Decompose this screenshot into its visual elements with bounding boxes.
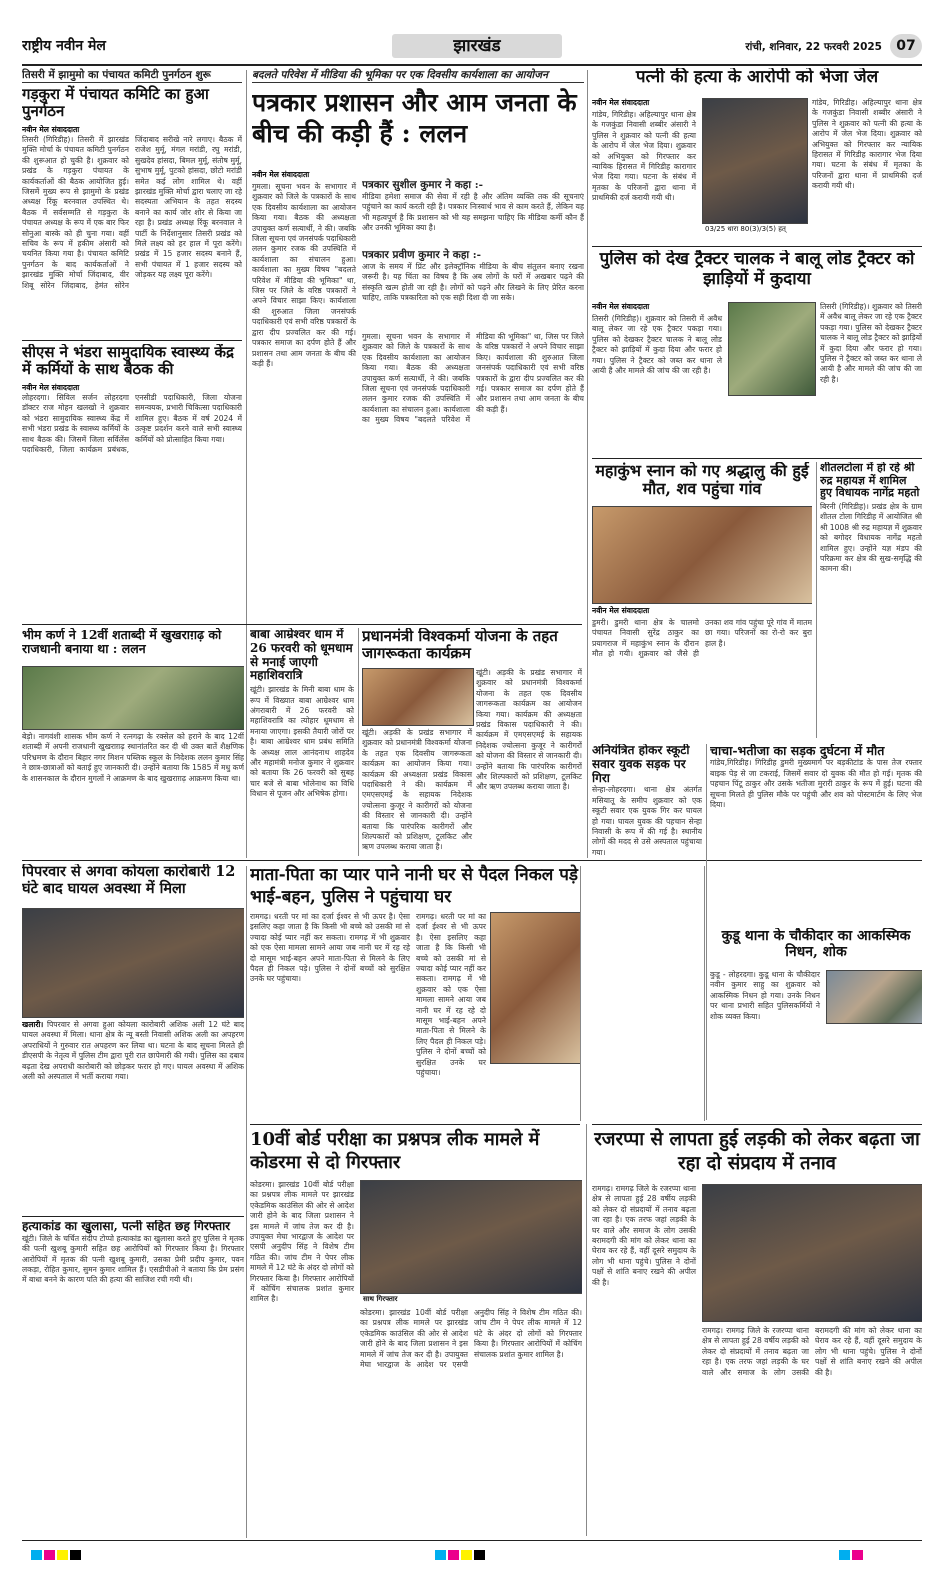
article-byline: नवीन मेल संवाददाता — [22, 124, 80, 134]
article-body: तिसरी (गिरिडीह)। तिसरी में झारखंड मुक्ति मोर्चा के पंचायत कमिटी पुनर्गठन की शुरूआत हो चुकी है। शुक्रवार को प्रखंड के गड़कुरा पंचायत के कार्यकर्ताओं की बैठक आयोजित हुई। जिसमें मुख्य रूप से झामुमो के प्रखंड अध्यक्ष रिंकू बरनवाल उपस्थित थे। बैठक में सर्वसम्मति से गड़कुरा के पंचायत अध्यक्ष के रूप में एक बार फिर सोनुआ बास्के को ही चुना गया। वहीं सचिव के रूप में हकीम अंसारी को चयनित किया गया है। पंचायत कमिटि पुनर्गठन के बाद कार्यकर्ताओं ने झारखंड मुक्ति मोर्चा जिंदाबाद, वीर शिबू सोरेन जिंदाबाद, हेमंत सोरेन जिंदाबाद सरीखे नारे लगाए। बैठक में राजेश मुर्मू, मंगल मरांडी, रघु मरांडी, सुखदेव हांसदा, बिमल मुर्मू, संतोष मुर्मू, सुभाष मुर्मू, पुटको हांसदा, छोटो मरांडी समेत कई लोग शामिल थे। वहीं झारखंड मुक्ति मोर्चा द्वारा चलाए जा रहे सदस्यता अभियान के तहत सदस्य बनाने का कार्य जोर शोर से किया जा रहा है। प्रखंड अध्यक्ष रिंकू बरनवाल ने पार्टी के निर्देशानुसार तिसरी प्रखंड को मिले लक्ष्य को हर हाल में पूरा करेंगे। प्रखंड में 15 हजार सदस्य बनाने हैं, सभी पंचायत में 1 हजार सदस्य को जोड़कर यह लक्ष्य पूरा करेंगे। — [22, 134, 242, 290]
article-body: गुमला। सूचना भवन के सभागार में शुक्रवार को जिले के पत्रकारों के साथ एक दिवसीय कार्यशाला का आयोजन किया गया। बैठक की अध्यक्षता उपायुक्त कर्ण सत्यार्थी, ने की। जबकि जिला सूचना एवं जनसंपर्क पदाधिकारी ललन कुमार रजक की उपस्थिति में कार्यशाला का संचालन हुआ। कार्यशाला का मुख्य विषय "बदलते परिवेश में मीडिया की भूमिका" था, जिस पर जिले के वरिष्ठ पत्रकारों ने अपने विचार साझा किए। कार्यशाला की शुरुआत जिला जनसंपर्क पदाधिकारी एवं सभी वरिष्ठ पत्रकारों के द्वारा दीप प्रज्वलित कर की गई। पत्रकार समाज का दर्पण होते हैं और प्रशासन तथा आम जनता के बीच की कड़ी हैं। — [252, 182, 356, 368]
article-headline: पत्नी की हत्या के आरोपी को भेजा जेल — [635, 68, 879, 87]
article-kicker: बदलते परिवेश में मीडिया की भूमिका पर एक दिवसीय कार्यशाला का आयोजन — [252, 68, 584, 83]
article-headline: 10वीं बोर्ड परीक्षा का प्रश्नपत्र लीक मामले में कोडरमा से दो गिरफ्तार — [250, 1129, 540, 1173]
article-body: सेन्हा-लोहरदगा। थाना क्षेत्र अंतर्गत मसियातू के समीप शुक्रवार को एक स्कूटी सवार एक युवक गिर कर घायल हो गया। घायल युवक की पहचान सेन्हा निवासी के रूप में की गई है। स्थानीय लोगों की मदद से उसे अस्पताल पहुंचाया गया। — [592, 785, 702, 857]
article-body: बिरनी (गिरिडीह)। प्रखंड क्षेत्र के ग्राम शीतल टोला गिरिडीह में आयोजित श्री श्री 1008 श्री रुद्र महायज्ञ में शुक्रवार को बगोदर विधायक नागेंद्र महतो शामिल हुए। उन्होंने यज्ञ मंडप की परिक्रमा कर क्षेत्र की सुख-समृद्धि की कामना की। — [820, 501, 922, 574]
piparwar-article — [22, 864, 244, 1214]
arrest-photo — [360, 1180, 582, 1294]
quote-box-1 — [362, 178, 584, 248]
article-body-continued: खूंटी। अड़की के प्रखंड सभागार में शुक्रवार को प्रधानमंत्री विश्वकर्मा योजना के तहत एक दिवसीय जागरूकता कार्यक्रम का आयोजन किया गया। कार्यक्रम की अध्यक्षता प्रखंड विकास पदाधिकारी ने की। कार्यक्रम में एमएसएमई के सहायक निदेशक ज्योत्सना कुजूर ने कारीगरों को योजना की विस्तार से जानकारी दी। उन्होंने बताया कि पारंपरिक कारीगरों और शिल्पकारों को प्रशिक्षण, टूलकिट और ऋण उपलब्ध कराया जाता है। — [362, 728, 472, 852]
article-body: लोहरदगा। सिविल सर्जन लोहरदगा डॉक्टर राज मोहन खलखो ने शुक्रवार को भंडरा सामुदायिक स्वास्थ्य केंद्र में सभी भंडरा प्रखंड के स्वास्थ्य कर्मियों के साथ बैठक की। जिसमें जिला सर्विलेंस पदाधिकारी, जिला कार्यक्रम प्रबंधक, एनसीडी पदाधिकारी, जिला योजना समन्वयक, प्रभारी चिकित्सा पदाधिकारी शामिल हुए। बैठक में वर्ष 2024 में उत्कृष्ट प्रदर्शन करने वाले सभी स्वास्थ्य कर्मियों को प्रोत्साहित किया गया। — [22, 392, 242, 454]
article-body: खूंटी। झारखंड के मिनी बाबा धाम के रूप में विख्यात बाबा आम्रेश्वर धाम अंगराबारी में 26 फरवरी को महाशिवरात्रि का त्योहार धूमधाम से मनाया जाएगा। इसकी तैयारी जोरों पर है। बाबा आम्रेश्वर धाम प्रबंध समिति के अध्यक्ष लाल आनंदनाथ शाहदेव और महामंत्री मनोज कुमार ने शुक्रवार को बताया कि 26 फरवरी को सुबह चार बजे से बाबा भोलेनाथ का विधि विधान से पूजन और अभिषेक होगा। — [250, 685, 354, 799]
article-body: बेड़ो। नागवंशी शासक भीम कर्ण ने रत्नगढ़ा के रक्सेल को हराने के बाद 12वीं शताब्दी में अपनी राजधानी खुखराग़ढ़ स्थानांतरित कर दी थी उक्त बातें शैक्षणिक परिभ्रमण के दौरान बिहार नगर मिशन पब्लिक स्कूल के निदेशक ललन कुमार सिंह ने छात्र-छात्राओं को बताई हुए जानकारी दी। उन्होंने बताया कि 1585 में मधु कर्ण के शासनकाल के दौरान मुगलों ने आक्रमण के बाद खुखराग़ढ़ आक्रमण किया था। — [22, 732, 244, 783]
article-body: गांडेय,गिरिडीह। गिरिडीह डुमरी मुख्यमार्ग पर बड़कीटांड के पास तेज रफ्तार बाइक पेड़ से जा टकराई, जिसमें सवार दो युवक की मौत हो गई। मृतक की पहचान पिंटू ठाकुर और उसके भतीजा मुरारी ठाकुर के रूप में हुई। घटना की सूचना मिलते ही पुलिस मौके पर पहुंची और शव को पोस्टमार्टम के लिए भेज दिया। — [710, 758, 922, 809]
article-headline: भीम कर्ण ने 12वीं शताब्दी में खुखराग़ढ़ को राजधानी बनाया था : ललन — [22, 628, 222, 657]
article-body: तिसरी (गिरिडीह)। शुक्रवार को तिसरी में अवैध बालू लेकर जा रहे एक ट्रैक्टर पकड़ा गया। पुलिस को देखकर ट्रैक्टर चालक ने बालू लोड ट्रैक्टर को झाड़ियों में कुदा दिया और फरार हो गया। पुलिस ने ट्रैक्टर को जब्त कर थाना ले आयी है और मामले की जांच की जा रही है। — [592, 314, 722, 376]
quote-label: पत्रकार प्रवीण कुमार ने कहा :- — [362, 249, 482, 261]
quote-box-2 — [362, 248, 584, 328]
children-photo — [490, 912, 580, 1064]
article-headline: चाचा-भतीजा का सड़क दुर्घटना में मौत — [710, 744, 885, 758]
article-byline: नवीन मेल संवाददाता — [252, 170, 310, 179]
article-headline: रजरप्पा से लापता हुई लड़की को लेकर बढ़ता जा रहा दो संप्रदाय में तनाव — [594, 1129, 920, 1174]
section-banner: झारखंड — [392, 34, 562, 58]
bhim-article — [22, 628, 244, 856]
article-headline: पत्रकार प्रशासन और आम जनता के बीच की कड़ी हैं : ललन — [252, 88, 577, 148]
sheetal-article — [820, 462, 922, 738]
board-article — [250, 1128, 582, 1536]
quote-label: पत्रकार सुशील कुमार ने कहा :- — [362, 179, 483, 191]
masthead — [22, 34, 922, 62]
students-photo — [22, 666, 244, 730]
article-headline: पुलिस को देख ट्रैक्टर चालक ने बालू लोड ट्रैक्टर को झाड़ियों में कुदाया — [599, 250, 915, 289]
article-headline: गड़कुरा में पंचायत कमिटि का हुआ पुनर्गठन — [22, 85, 209, 121]
dateline: रांची, शनिवार, 22 फरवरी 2025 — [745, 41, 882, 53]
article-headline: प्रधानमंत्री विश्वकर्मा योजना के तहत जागरूकता कार्यक्रम — [362, 628, 558, 663]
article-body-continued: तिसरी (गिरिडीह)। शुक्रवार को तिसरी में अवैध बालू लेकर जा रहे एक ट्रैक्टर पकड़ा गया। पुलिस को देखकर ट्रैक्टर चालक ने बालू लोड ट्रैक्टर को झाड़ियों में कुदा दिया और फरार हो गया। पुलिस ने ट्रैक्टर को जब्त कर थाना ले आयी है और मामले की जांच की जा रही है। — [820, 302, 922, 384]
article-headline: बाबा आम्रेश्वर धाम में 26 फरवरी को धूमधाम से मनाई जाएगी महाशिवरात्रि — [250, 628, 353, 683]
article-byline: नवीन मेल संवाददाता — [22, 382, 80, 392]
vishwakarma-photo — [362, 668, 474, 726]
scooty-article — [592, 744, 702, 858]
baba-article — [250, 628, 354, 856]
workshop-article — [252, 68, 584, 622]
paper-logo: राष्ट्रीय नवीन मेल — [22, 38, 106, 54]
article-headline: सीएस ने भंडरा सामुदायिक स्वास्थ्य केंद्र में कर्मियों के साथ बैठक की — [22, 344, 235, 379]
article-body: गांडेय, गिरिडीह। अहिल्यापुर थाना क्षेत्र के गजकुंडा निवासी शब्बीर अंसारी ने पुलिस ने शुक्रवार को पत्नी की हत्या के आरोप में जेल भेज दिया। शुक्रवार को अभियुक्त को गिरफ्तार कर न्यायिक हिरासत में गिरिडीह कारागार भेज दिया गया। घटना के संबंध में मृतका के परिजनों द्वारा थाना में प्राथमिकी दर्ज करायी गयी थी। — [592, 110, 696, 203]
article-body-continued: गांडेय, गिरिडीह। अहिल्यापुर थाना क्षेत्र के गजकुंडा निवासी शब्बीर अंसारी ने पुलिस ने शुक्रवार को पत्नी की हत्या के आरोप में जेल भेज दिया। शुक्रवार को अभियुक्त को गिरफ्तार कर न्यायिक हिरासत में गिरिडीह कारागार भेज दिया गया। घटना के संबंध में मृतका के परिजनों द्वारा थाना में प्राथमिकी दर्ज करायी गयी थी। — [812, 98, 922, 191]
tractor-article — [592, 250, 922, 456]
article-body-continued: गुमला। सूचना भवन के सभागार में शुक्रवार को जिले के पत्रकारों के साथ एक दिवसीय कार्यशाला का आयोजन किया गया। बैठक की अध्यक्षता उपायुक्त कर्ण सत्यार्थी, ने की। जबकि जिला सूचना एवं जनसंपर्क पदाधिकारी ललन कुमार रजक की उपस्थिति में कार्यशाला का संचालन हुआ। कार्यशाला का मुख्य विषय "बदलते परिवेश में मीडिया की भूमिका" था, जिस पर जिले के वरिष्ठ पत्रकारों ने अपने विचार साझा किए। कार्यशाला की शुरुआत जिला जनसंपर्क पदाधिकारी एवं सभी वरिष्ठ पत्रकारों के द्वारा दीप प्रज्वलित कर की गई। पत्रकार समाज का दर्पण होते हैं और प्रशासन तथा आम जनता के बीच की कड़ी हैं। — [362, 332, 584, 425]
accused-photo — [702, 98, 808, 224]
article-body: कोडरमा। झारखंड 10वीं बोर्ड परीक्षा का प्रश्नपत्र लीक मामले पर झारखंड एकेडमिक काउंसिल की ओर से आदेश जारी होने के बाद जिला प्रशासन ने इस मामले में जांच तेज कर दी है। उपायुक्त मेघा भारद्वाज के आदेश पर एसपी अनुदीप सिंह ने विशेष टीम गठित की। जांच टीम ने पेपर लीक मामले में 12 घंटे के अंदर दो लोगों को गिरफ्तार किया है। गिरफ्तार आरोपियों में कोचिंग संचालक प्रशांत कुमार शामिल है। — [250, 1180, 354, 1304]
quote-text: मीडिया हमेशा समाज की सेवा में रही है और अंतिम व्यक्ति तक की सूचनाएं पहुंचाने का कार्य करती रही है। पत्रकार निःस्वार्थ भाव से काम करते हैं, लेकिन यह भी महत्वपूर्ण है कि प्रशासन को भी यह समझना चाहिए कि मीडिया कर्मी कौन हैं और उनकी भूमिका क्या है। — [362, 192, 584, 233]
page-number: 07 — [890, 34, 922, 58]
article-headline: शीतलटोला में हो रहे श्री रुद्र महायज्ञ में शामिल हुए विधायक नागेंद्र महतो — [820, 462, 920, 500]
article-body: खलारी। पिपरवार से अगवा हुआ कोयला कारोबारी अशिक अली 12 घंटे बाद घायल अवस्था में मिला। थाना क्षेत्र के न्यू बस्ती निवासी अशिक अली का अपहरण अपराधियों ने गुरुवार रात अपहरण कर लिया था। घटना के बाद सूचना मिलते ही डीएसपी के नेतृत्व में पुलिस टीम द्वारा पूरी रात छापेमारी की गयी। पुलिस का दबाव बढ़ता देख अपराधी कारोबारी को छोड़कर फरार हो गए। घायल अवस्था में अशिक अली को अस्पताल में भर्ती कराया गया। — [22, 1020, 244, 1082]
article-kicker: तिसरी में झामुमो का पंचायत कमिटी पुनर्गठन शुरू — [22, 68, 242, 83]
crowd-photo — [702, 1184, 922, 1322]
tractor-photo — [728, 302, 816, 396]
article-body-continued: कोडरमा। झारखंड 10वीं बोर्ड परीक्षा का प्रश्नपत्र लीक मामले पर झारखंड एकेडमिक काउंसिल की ओर से आदेश जारी होने के बाद जिला प्रशासन ने इस मामले में जांच तेज कर दी है। उपायुक्त मेघा भारद्वाज के आदेश पर एसपी अनुदीप सिंह ने विशेष टीम गठित की। जांच टीम ने पेपर लीक मामले में 12 घंटे के अंदर दो लोगों को गिरफ्तार किया है। गिरफ्तार आरोपियों में कोचिंग संचालक प्रशांत कुमार शामिल है। — [360, 1308, 582, 1370]
photo-caption: साथ गिरफ्तार — [360, 1294, 401, 1305]
quote-text: आज के समय में प्रिंट और इलेक्ट्रॉनिक मीडिया के बीच संतुलन बनाए रखना जरूरी है। यह चिंता का विषय है कि अब लोगों के घरों में अखबार पढ़ने की संस्कृति खत्म होती जा रही है। लोगों को पढ़ने और लिखने के लिए प्रेरित करना चाहिए, ताकि पत्रकारिता को एक सही दिशा दी जा सके। — [362, 262, 584, 303]
siblings-article — [250, 864, 580, 1122]
murder-article — [22, 1220, 244, 1536]
panchayat-article — [22, 68, 242, 338]
article-body: रामगढ़। रामगढ़ जिले के रजरप्पा थाना क्षेत्र से लापता हुई 28 वर्षीय लड़की को लेकर दो संप्रदायों में तनाव बढ़ता जा रहा है। एक तरफ जहां लड़की के घर वाले और समाज के लोग उसकी बरामदगी की मांग को लेकर थाना का घेराव कर रहे हैं, वहीं दूसरे समुदाय के लोग भी थाना पहुंचे। पुलिस ने दोनों पक्षों से शांति बनाए रखने की अपील की है। — [592, 1184, 696, 1287]
rajrappa-article — [592, 1128, 922, 1536]
photo-caption: 03/25 धारा 80(3)/3(5) हत् — [702, 224, 789, 235]
article-byline: नवीन मेल संवाददाता — [592, 98, 650, 107]
article-body-continued: रामगढ़। रामगढ़ जिले के रजरप्पा थाना क्षेत्र से लापता हुई 28 वर्षीय लड़की को लेकर दो संप्रदायों में तनाव बढ़ता जा रहा है। एक तरफ जहां लड़की के घर वाले और समाज के लोग उसकी बरामदगी की मांग को लेकर थाना का घेराव कर रहे हैं, वहीं दूसरे समुदाय के लोग भी थाना पहुंचे। पुलिस ने दोनों पक्षों से शांति बनाए रखने की अपील की है। — [702, 1326, 922, 1377]
chowkidar-photo — [826, 970, 922, 1024]
article-body: खूंटी। अड़की के प्रखंड सभागार में शुक्रवार को प्रधानमंत्री विश्वकर्मा योजना के तहत एक दिवसीय जागरूकता कार्यक्रम का आयोजन किया गया। कार्यक्रम की अध्यक्षता प्रखंड विकास पदाधिकारी ने की। कार्यक्रम में एमएसएमई के सहायक निदेशक ज्योत्सना कुजूर ने कारीगरों को योजना की विस्तार से जानकारी दी। उन्होंने बताया कि पारंपरिक कारीगरों और शिल्पकारों को प्रशिक्षण, टूलकिट और ऋण उपलब्ध कराया जाता है। — [476, 668, 582, 792]
article-headline: महाकुंभ स्नान को गए श्रद्धालु की हुई मौत, शव पहुंचा गांव — [595, 462, 809, 499]
article-byline: नवीन मेल संवाददाता — [592, 302, 650, 311]
article-headline: कुडू थाना के चौकीदार का आकस्मिक निधन, शोक — [721, 928, 911, 961]
article-headline: पिपरवार से अगवा कोयला कारोबारी 12 घंटे बाद घायल अवस्था में मिला — [22, 864, 236, 897]
article-headline: अनियंत्रित होकर स्कूटी सवार युवक सड़क पर गिरा — [592, 744, 690, 785]
accident-article — [710, 744, 922, 864]
kumbh-article — [592, 462, 812, 740]
vishwakarma-article — [362, 628, 582, 856]
article-body: कुडू - लोहरदगा। कुडू थाना के चौकीदार नवीन कुमार साहु का शुक्रवार को आकस्मिक निधन हो गया। उनके निधन पर थाना प्रभारी सहित पुलिसकर्मियों ने शोक व्यक्त किया। — [710, 970, 820, 1021]
article-headline: माता-पिता का प्यार पाने नानी घर से पैदल निकल पड़े भाई-बहन, पुलिस ने पहुंचाया घर — [250, 865, 578, 907]
article-byline: नवीन मेल संवाददाता — [592, 606, 650, 615]
article-headline: हत्याकांड का खुलासा, पत्नी सहित छह गिरफ्तार — [22, 1220, 231, 1233]
wife-murder-article — [592, 68, 922, 244]
article-body-continued: रामगढ़। धरती पर मां का दर्जा ईश्वर से भी ऊपर है। ऐसा इसलिए कहा जाता है कि किसी भी बच्चे को उसकी मां से ज्यादा कोई प्यार नहीं कर सकता। रामगढ़ में भी शुक्रवार को एक ऐसा मामला सामने आया जब नानी घर में रह रहे दो मासूम भाई-बहन अपने माता-पिता से मिलने के लिए पैदल ही निकल पड़े। पुलिस ने दोनों बच्चों को सुरक्षित उनके घर पहुंचाया। — [416, 912, 486, 1078]
article-body: खूंटी। जिले के चर्चित संदीप टोप्पो हत्याकांड का खुलासा करते हुए पुलिस ने मृतक की पत्नी खुशबू कुमारी सहित छह आरोपियों को गिरफ्तार किया है। गिरफ्तार आरोपियों में मृतक की पत्नी खुशबू कुमारी, उसका प्रेमी प्रदीप कुमार, पवन लकड़ा, रोहित कुमार, सुमन कुमार शामिल हैं। एसडीपीओ ने बताया कि प्रेम प्रसंग में बाधा बनने के कारण पति की हत्या की साजिश रची गयी थी। — [22, 1233, 244, 1285]
health-article — [22, 344, 242, 622]
kudu-article — [710, 928, 922, 1120]
article-body: डुमरी। डुमरी थाना क्षेत्र के चालमो पंचायत निवासी सुरेंद्र ठाकुर का प्रयागराज में महाकुंभ स्नान के दौरान मौत हो गयी। शुक्रवार को जैसे ही उनका शव गांव पहुंचा पूरे गांव में मातम छा गया। परिजनों का रो-रो कर बुरा हाल है। — [592, 618, 812, 659]
mourners-photo — [592, 506, 812, 604]
injured-photo — [22, 908, 244, 1018]
color-registration-bar — [30, 1546, 910, 1560]
article-body: रामगढ़। धरती पर मां का दर्जा ईश्वर से भी ऊपर है। ऐसा इसलिए कहा जाता है कि किसी भी बच्चे को उसकी मां से ज्यादा कोई प्यार नहीं कर सकता। रामगढ़ में भी शुक्रवार को एक ऐसा मामला सामने आया जब नानी घर में रह रहे दो मासूम भाई-बहन अपने माता-पिता से मिलने के लिए पैदल ही निकल पड़े। पुलिस ने दोनों बच्चों को सुरक्षित उनके घर पहुंचाया। — [250, 912, 410, 984]
